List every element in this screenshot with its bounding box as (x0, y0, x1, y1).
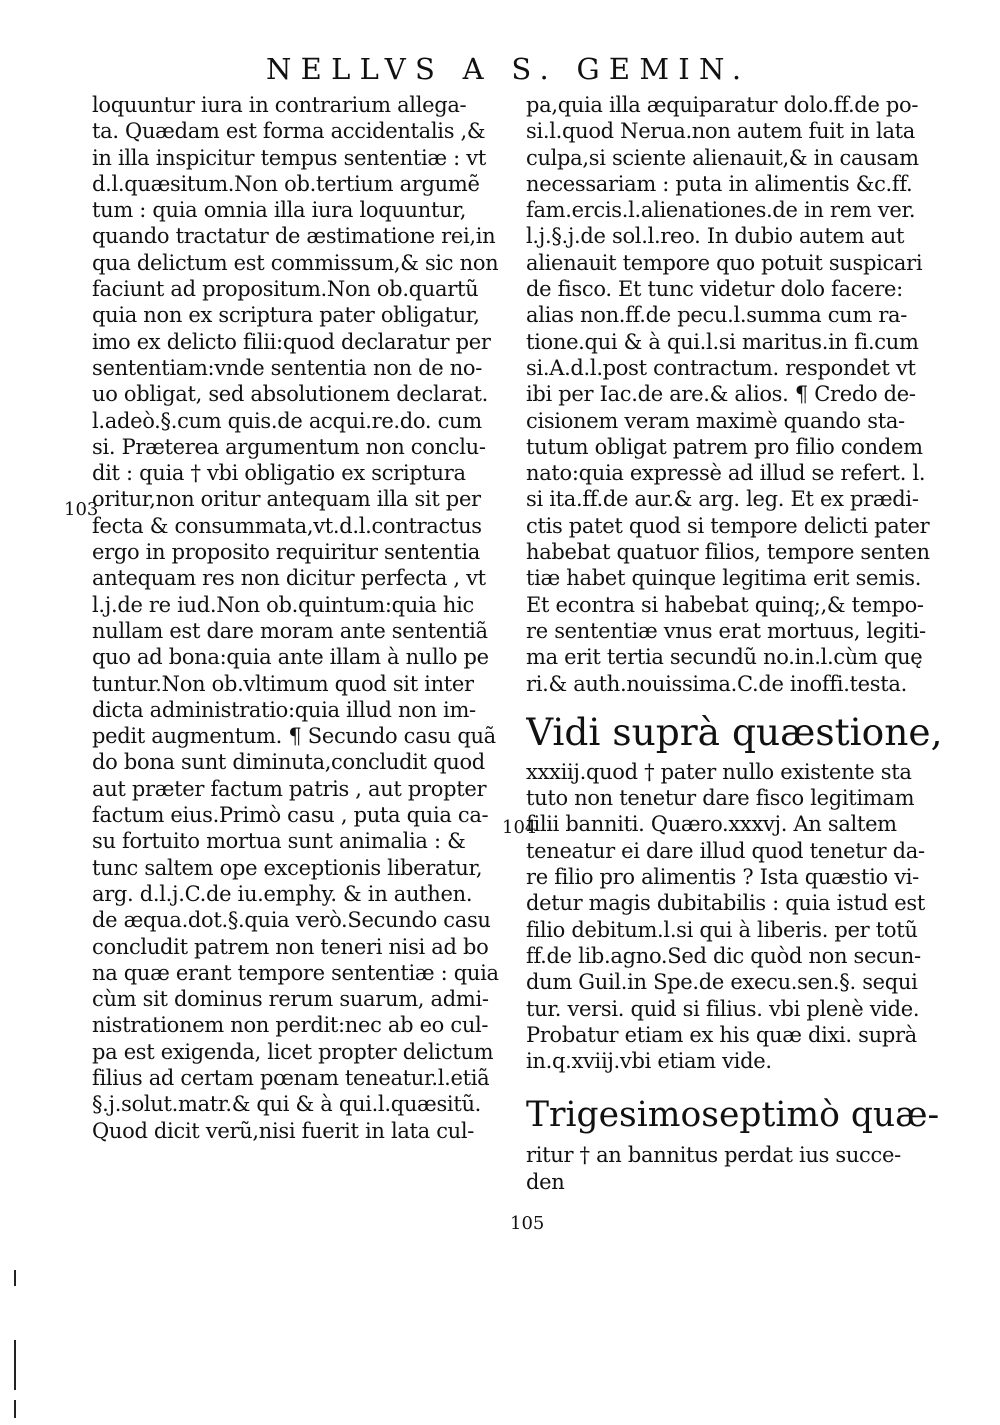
margin-number-105: 105 (510, 1213, 545, 1234)
section-heading-vidi: Vidi suprà quæstione, (526, 709, 942, 754)
text-line: quando tractatur de æstimatione rei,in (92, 224, 496, 249)
text-line: quia non ex scriptura pater obligatur, (92, 303, 480, 328)
text-line: si.l.quod Nerua.non autem fuit in lata (526, 119, 915, 144)
text-line: uo obligat, sed absolutionem declarat. (92, 382, 488, 407)
section-heading-trigesimoseptimo: Trigesimoseptimò quæ- (526, 1095, 940, 1136)
text-line: ff.de lib.agno.Sed dic quòd non secun- (526, 943, 921, 968)
text-line: tur. versi. quid si filius. vbi plenè vide. (526, 996, 920, 1021)
text-line: pa,quia illa æquiparatur dolo.ff.de po- (526, 93, 919, 117)
text-line: do bona sunt diminuta,concludit quod (92, 750, 485, 775)
scan-edge-mark (14, 1340, 16, 1390)
text-line: re filio pro alimentis ? Ista quæstio vi- (526, 865, 919, 890)
text-line: ritur † an bannitus perdat ius succe- (526, 1143, 901, 1168)
text-line: factum eius.Primò casu , puta quia ca- (92, 803, 489, 828)
text-line: detur magis dubitabilis : quia istud est (526, 891, 925, 916)
text-line: na quæ erant tempore sententiæ : quia (92, 960, 499, 985)
text-line: ctis patet quod si tempore delicti pater (526, 513, 930, 538)
text-line: ergo in proposito requiritur sententia (92, 540, 481, 565)
margin-number-104: 104 (502, 817, 537, 838)
text-line: tum : quia omnia illa iura loquuntur, (92, 198, 467, 223)
text-line: ri.& auth.nouissima.C.de inoffi.testa. (526, 671, 907, 696)
text-line: si ita.ff.de aur.& arg. leg. Et ex prædi- (526, 487, 919, 512)
text-line: arg. d.l.j.C.de iu.emphy. & in authen. (92, 881, 473, 906)
text-line: den (526, 1169, 565, 1194)
text-line: l.adeò.§.cum quis.de acqui.re.do. cum (92, 408, 482, 433)
text-line: tiæ habet quinque legitima erit semis. (526, 566, 922, 591)
text-line: habebat quatuor filios, tempore senten (526, 540, 930, 565)
text-line: Et econtra si habebat quinq;,& tempo- (526, 592, 924, 617)
text-line: nullam est dare moram ante sententiã (92, 618, 488, 643)
text-line: sententiam:vnde sententia non de no- (92, 355, 483, 380)
text-line: si.A.d.l.post contractum. respondet vt (526, 355, 916, 380)
text-line: aut præter factum patris , aut propter (92, 776, 487, 801)
text-line: qua delictum est commissum,& sic non (92, 250, 499, 275)
text-line: loquuntur iura in contrarium allega- (92, 93, 467, 117)
text-line: ma erit tertia secundũ no.in.l.cùm quę (526, 645, 923, 670)
text-line: pa est exigenda, licet propter delictum (92, 1039, 494, 1064)
running-head: NELLVS A S. GEMIN. (266, 52, 751, 86)
text-line: dicta administratio:quia illud non im- (92, 697, 476, 722)
text-line: dum Guil.in Spe.de execu.sen.§. sequi (526, 970, 918, 995)
text-line: antequam res non dicitur perfecta , vt (92, 566, 486, 591)
text-line: teneatur ei dare illud quod tenetur da- (526, 838, 925, 863)
text-line: cisionem veram maximè quando sta- (526, 408, 905, 433)
text-line: l.j.§.j.de sol.l.reo. In dubio autem aut (526, 224, 905, 249)
text-line: alias non.ff.de pecu.l.summa cum ra- (526, 303, 908, 328)
text-line: su fortuito mortua sunt animalia : & (92, 829, 466, 854)
text-line: faciunt ad propositum.Non ob.quartũ (92, 277, 479, 302)
text-line: pedit augmentum. ¶ Secundo casu quã (92, 724, 496, 749)
text-line: alienauit tempore quo potuit suspicari (526, 250, 923, 275)
text-line: tutum obligat patrem pro filio condem (526, 434, 923, 459)
text-line: fam.ercis.l.alienationes.de in rem ver. (526, 198, 916, 223)
text-line: tuto non tenetur dare fisco legitimam (526, 786, 915, 811)
text-line: tione.qui & à qui.l.si maritus.in fi.cum (526, 329, 919, 354)
text-line: quo ad bona:quia ante illam à nullo pe (92, 645, 489, 670)
text-line: concludit patrem non teneri nisi ad bo (92, 934, 489, 959)
text-line: filius ad certam pœnam teneatur.l.etiã (92, 1065, 490, 1090)
text-line: fecta & consummata,vt.d.l.contractus (92, 513, 482, 538)
text-line: ibi per Iac.de are.& alios. ¶ Credo de- (526, 382, 916, 407)
text-line: necessariam : puta in alimentis &c.ff. (526, 171, 913, 196)
text-line: cùm sit dominus rerum suarum, admi- (92, 987, 489, 1012)
text-line: ta. Quædam est forma accidentalis ,& (92, 119, 486, 144)
text-line: tunc saltem ope exceptionis liberatur, (92, 855, 483, 880)
text-line: Quod dicit verũ,nisi fuerit in lata cul- (92, 1118, 475, 1143)
text-line: de fisco. Et tunc videtur dolo facere: (526, 277, 903, 302)
text-line: l.j.de re iud.Non ob.quintum:quia hic (92, 592, 474, 617)
right-column (526, 92, 942, 1195)
text-line: filii banniti. Quæro.xxxvj. An saltem (526, 812, 897, 837)
text-line: re sententiæ vnus erat mortuus, legiti- (526, 618, 926, 643)
text-line: Probatur etiam ex his quæ dixi. suprà (526, 1022, 917, 1047)
scan-edge-mark (14, 1400, 16, 1418)
text-line: in.q.xviij.vbi etiam vide. (526, 1049, 772, 1074)
text-line: d.l.quæsitum.Non ob.tertium argumẽ (92, 171, 480, 196)
text-line: §.j.solut.matr.& qui & à qui.l.quæsitũ. (92, 1092, 482, 1117)
text-line: dit : quia † vbi obligatio ex scriptura (92, 461, 466, 486)
text-line: nato:quia expressè ad illud se refert. l. (526, 461, 926, 486)
text-line: filio debitum.l.si qui à liberis. per totũ (526, 917, 918, 942)
right-column-paragraph-b (526, 759, 942, 1075)
left-column (92, 92, 504, 1144)
text-line: de æqua.dot.§.quia verò.Secundo casu (92, 908, 491, 933)
text-line: oritur,non oritur antequam illa sit per (92, 487, 481, 512)
scan-edge-mark (14, 1270, 16, 1286)
right-column-paragraph-a (526, 92, 942, 697)
text-line: culpa,si sciente alienauit,& in causam (526, 145, 919, 170)
right-column-paragraph-c (526, 1142, 942, 1195)
margin-number-103: 103 (64, 499, 99, 520)
text-line: in illa inspicitur tempus sententiæ : vt (92, 145, 486, 170)
text-line: si. Præterea argumentum non conclu- (92, 434, 486, 459)
text-line: nistrationem non perdit:nec ab eo cul- (92, 1013, 489, 1038)
text-line: tuntur.Non ob.vltimum quod sit inter (92, 671, 474, 696)
text-line: xxxiij.quod † pater nullo existente sta (526, 759, 912, 784)
text-line: imo ex delicto filii:quod declaratur per (92, 329, 491, 354)
